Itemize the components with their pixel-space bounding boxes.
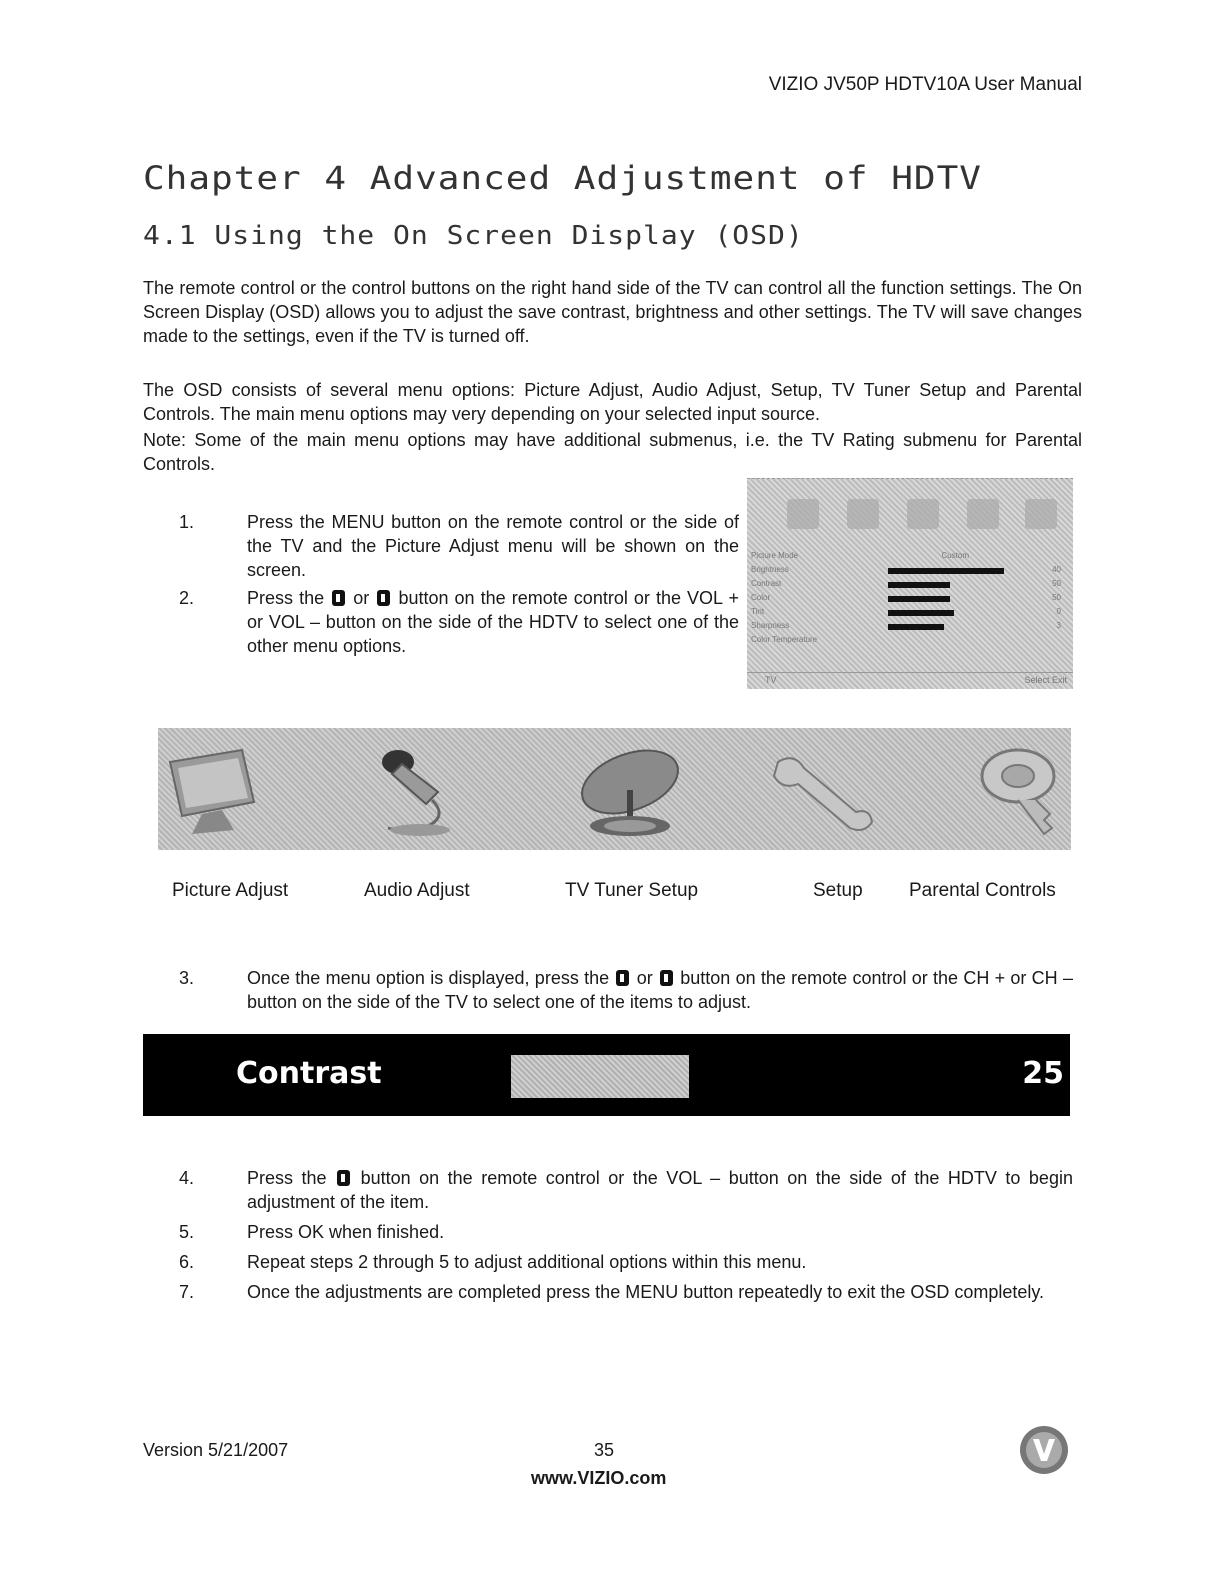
osd-level-bar [888,596,950,602]
step-7 [143,1280,1073,1304]
osd-row [751,551,1069,565]
osd-row-value: 3 [1056,621,1061,630]
right-arrow-button-icon [377,590,390,606]
step-text-part: button on the remote control or the VOL – button on the side of the HDTV to begin adjustment of the item. [247,1168,1073,1212]
step-5 [143,1220,1073,1244]
parental-icon [1025,499,1057,529]
step-number: 6. [179,1252,195,1272]
osd-row [751,579,1069,593]
contrast-adjust-bar [143,1034,1070,1116]
left-arrow-button-icon [332,590,345,606]
osd-level-bar [888,568,1004,574]
contrast-slider [511,1055,689,1098]
monitor-icon [162,742,280,838]
steps-4-7 [143,1166,1073,1310]
step-number: 5. [179,1222,195,1242]
chapter-title: Chapter 4 Advanced Adjustment of HDTV [143,160,982,197]
osd-options-paragraph: The OSD consists of several menu options: Picture Adjust, Audio Adjust, Setup, TV Tuner Setup and Parental Controls. The main menu options may very depending on your selected input source. [143,380,1082,424]
footer-url[interactable]: www.VIZIO.com [531,1468,667,1488]
menu-icon-labels [143,880,1073,906]
osd-row-label: Sharpness [751,621,790,630]
osd-row-label: Color Temperature [751,635,818,644]
step-4 [143,1166,1073,1214]
osd-row-label: Picture Mode [751,551,799,560]
step-text-part: or [353,588,370,608]
osd-level-bar [888,624,944,630]
osd-row-value: 0 [1056,607,1061,616]
osd-row-value: 40 [1052,565,1061,574]
osd-row-value: 50 [1052,579,1061,588]
tuner-icon [907,499,939,529]
microphone-icon [368,742,478,838]
document-header: VIZIO JV50P HDTV10A User Manual [768,74,1082,95]
step-text [247,586,739,658]
step-text-part: Press the [247,1168,327,1188]
osd-row-label: Brightness [751,565,789,574]
up-arrow-button-icon [660,970,673,986]
setup-icon [967,499,999,529]
satellite-dish-icon [558,742,708,838]
osd-row [751,621,1069,635]
osd-row-value: 50 [1052,593,1061,602]
step-text-part: button on the remote control or the VOL + or VOL – button on the side of the HDTV to select one of the other menu options. [247,588,739,656]
step-text: Repeat steps 2 through 5 to adjust additional options within this menu. [247,1252,807,1272]
step-3 [143,966,1073,1014]
wrench-icon [758,742,888,838]
step-3-block [143,966,1073,1014]
step-1 [143,510,739,582]
osd-level-bar [888,582,950,588]
osd-row [751,635,1069,649]
right-arrow-button-icon [337,1170,350,1186]
step-text [247,966,1073,1014]
step-text-part: button on the remote control or the CH + or CH – button on the side of the TV to select one of the items to adjust. [247,968,1073,1012]
osd-row-label: Tint [751,607,765,616]
osd-row [751,607,1069,621]
step-text-part: Press the [247,588,325,608]
osd-row [751,565,1069,579]
osd-icon-row [747,495,1073,533]
intro-paragraph: The remote control or the control buttons on the right hand side of the TV can control all the function settings. The On Screen Display (OSD) allows you to adjust the save contrast, brightness and other settings. The TV will save changes made to the settings, even if the TV is turned off. [143,278,1082,346]
note-paragraph: Note: Some of the main menu options may have additional submenus, i.e. the TV Rating submenu for Parental Controls. [143,430,1082,474]
osd-footer-hints: Select Exit [1024,675,1067,685]
audio-icon [847,499,879,529]
label-audio-adjust: Audio Adjust [364,880,470,901]
label-parental-controls: Parental Controls [909,880,1056,901]
contrast-value: 25 [1022,1056,1064,1091]
step-number: 1. [179,512,195,532]
step-number: 7. [179,1282,195,1302]
osd-row-value: Custom [941,551,969,560]
step-text [247,1166,1073,1214]
osd-level-bar [888,610,954,616]
step-number: 3. [179,968,195,988]
down-arrow-button-icon [616,970,629,986]
section-title: 4.1 Using the On Screen Display (OSD) [143,220,804,251]
osd-row [751,593,1069,607]
step-number: 4. [179,1168,195,1188]
step-text: Press OK when finished. [247,1222,445,1242]
osd-footer [747,672,1073,689]
step-text-part: or [636,968,653,988]
label-tv-tuner-setup: TV Tuner Setup [565,880,699,901]
step-text-part: Once the menu option is displayed, press the [247,968,610,988]
key-icon [948,742,1066,838]
osd-menu-screenshot [747,478,1073,689]
menu-icons-banner [158,728,1071,850]
step-6 [143,1250,1073,1274]
page-number: 35 [594,1440,615,1460]
steps-1-2 [143,510,739,662]
step-2 [143,586,739,658]
footer-version: Version 5/21/2007 [143,1440,289,1460]
step-text: Once the adjustments are completed press the MENU button repeatedly to exit the OSD completely. [247,1282,1045,1302]
osd-row-label: Contrast [751,579,782,588]
osd-row-label: Color [751,593,771,602]
label-picture-adjust: Picture Adjust [172,880,289,901]
step-text: Press the MENU button on the remote control or the side of the TV and the Picture Adjust menu will be shown on the screen. [247,512,739,580]
label-setup: Setup [813,880,863,901]
step-number: 2. [179,588,195,608]
contrast-label: Contrast [236,1056,382,1091]
picture-icon [787,499,819,529]
osd-footer-source: TV [765,675,777,685]
vizio-logo-icon [1019,1425,1069,1475]
